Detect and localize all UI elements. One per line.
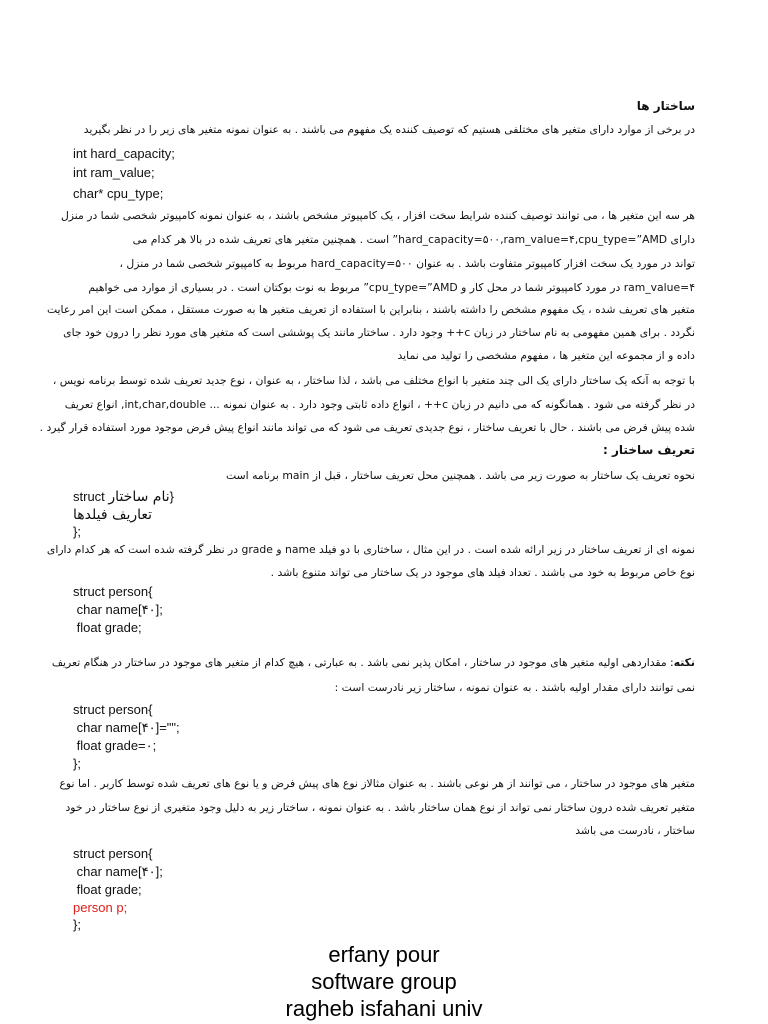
- code-line: int ram_value;: [73, 165, 155, 180]
- footer-university: ragheb isfahani univ: [285, 996, 483, 1021]
- paragraph-line: ram_value=۴ در مورد کامپیوتر شما در محل کار و cpu_type=”AMD” مربوط به نوت بوکتان است . در بسیاری از موارد می خواهیم: [88, 281, 695, 294]
- code-line: char name[۴۰];: [73, 602, 163, 617]
- footer-group: software group: [311, 969, 457, 994]
- paragraph-line: دارای hard_capacity=۵۰۰,ram_value=۴,cpu_type=”AMD” است . همچنین متغیر های تعریف شده در بالا هر کدام می: [132, 233, 695, 246]
- code-line: };: [73, 756, 81, 771]
- paragraph-line: نوع خاص مربوط به خود می باشند . تعداد فیلد های موجود در یک ساختار می تواند متنوع باشد .: [270, 566, 695, 579]
- paragraph-line: داده و از مجموعه این متغیر ها ، مفهوم مشخصی را تولید می نماید: [397, 349, 695, 362]
- code-line: float grade;: [73, 882, 142, 897]
- note-text: : مقداردهی اولیه متغیر های موجود در ساختار ، امکان پذیر نمی باشد . به عبارتی ، هیچ کدام از متغیر های موجود در ساختار در هنگام تعریف: [51, 656, 674, 669]
- struct-fields-placeholder: تعاریف فیلدها: [73, 507, 153, 523]
- code-line: int hard_capacity;: [73, 146, 175, 161]
- definition-heading: تعریف ساختار :: [603, 443, 695, 457]
- code-error-line: person p;: [73, 900, 128, 915]
- paragraph-line: نگردد . برای همین مفهومی به نام ساختار در زبان c++ وجود دارد . ساختار مانند یک پوششی است که متغیر های مورد نظر را درون خود جای: [63, 326, 695, 339]
- paragraph-line: متغیر های تعریف شده ، یک مفهوم مشخص را داشته باشند ، بنابراین با استفاده از تعریف متغیر ها به صورت مستقل ، ممکن است این امر رعایت: [46, 303, 695, 316]
- struct-brace: }: [169, 489, 174, 504]
- code-line: char name[۴۰];: [73, 864, 163, 879]
- note-line: [51, 651, 695, 675]
- paragraph-line: هر سه این متغیر ها ، می توانند توصیف کننده شرایط سخت افزار ، یک کامپیوتر مشخص باشند ، به عنوان نمونه کامپیوتر شخصی شما در منزل: [60, 209, 695, 222]
- paragraph-line: متغیر های موجود در ساختار ، می توانند از هر نوعی باشند . به عنوان مثالاز نوع های پیش فرض و یا نوع های تعریف شده توسط کاربر . اما نوع: [59, 777, 695, 790]
- code-line: };: [73, 917, 81, 932]
- note-line: نمی توانند دارای مقدار اولیه باشند . به عنوان نمونه ، ساختار زیر نادرست است :: [334, 681, 695, 694]
- paragraph-line: ساختار ، نادرست می باشد: [575, 824, 695, 837]
- note-label: نکته: [673, 656, 695, 669]
- definition-intro: نحوه تعریف یک ساختار به صورت زیر می باشد . همچنین محل تعریف ساختار ، قبل از main برنامه است: [226, 469, 695, 482]
- paragraph-line: متغیر تعریف شده درون ساختار نمی تواند از نوع همان ساختار باشد . به عنوان نمونه ، ساختار زیر به دلیل وجود متغیری از نوع ساختار در خود: [65, 801, 695, 814]
- struct-keyword: struct: [73, 489, 105, 504]
- footer-author: erfany pour: [328, 942, 440, 967]
- paragraph-line: تواند در مورد یک سخت افزار کامپیوتر متفاوت باشد . به عنوان hard_capacity=۵۰۰ مربوط به کامپیوتر شخصی شما در منزل ،: [119, 257, 695, 270]
- struct-name-placeholder: نام ساختار: [108, 489, 170, 505]
- struct-closing: };: [73, 524, 81, 539]
- code-line: struct person{: [73, 846, 153, 861]
- section-title: ساختار ها: [636, 99, 695, 113]
- code-line: struct person{: [73, 584, 153, 599]
- code-line: float grade;: [73, 620, 142, 635]
- code-line: float grade=۰;: [73, 738, 157, 753]
- intro-text: در برخی از موارد دارای متغیر های مختلفی هستیم که توصیف کننده یک مفهوم می باشند . به عنوان نمونه متغیر های زیر را در نظر بگیرید: [83, 123, 695, 136]
- code-line: struct person{: [73, 702, 153, 717]
- paragraph-line: نمونه ای از تعریف ساختار در زیر ارائه شده است . در این مثال ، ساختاری با دو فیلد name و grade در نظر گرفته شده است که هر کدام دارای: [46, 543, 695, 556]
- paragraph-line: با توجه به آنکه یک ساختار دارای یک الی چند متغیر با انواع مختلف می باشد ، لذا ساختار ، به عنوان ، نوع جدید تعریف شده توسط برنامه نویس ،: [52, 374, 695, 387]
- struct-template-line: [73, 488, 174, 506]
- code-line: char name[۴۰]="";: [73, 720, 180, 735]
- paragraph-line: شده پیش فرض می باشند . حال با تعریف ساختار ، نوع جدیدی تعریف می شود که می تواند مانند انواع پیش فرض موجود مورد استفاده قرار گیرد .: [39, 421, 695, 434]
- paragraph-line: در نظر گرفته می شود . همانگونه که می دانیم در زبان c++ ، انواع داده ثابتی وجود دارد . به عنوان نمونه ... int,char,double, انواع تعریف: [64, 398, 695, 411]
- code-line: char* cpu_type;: [73, 186, 164, 201]
